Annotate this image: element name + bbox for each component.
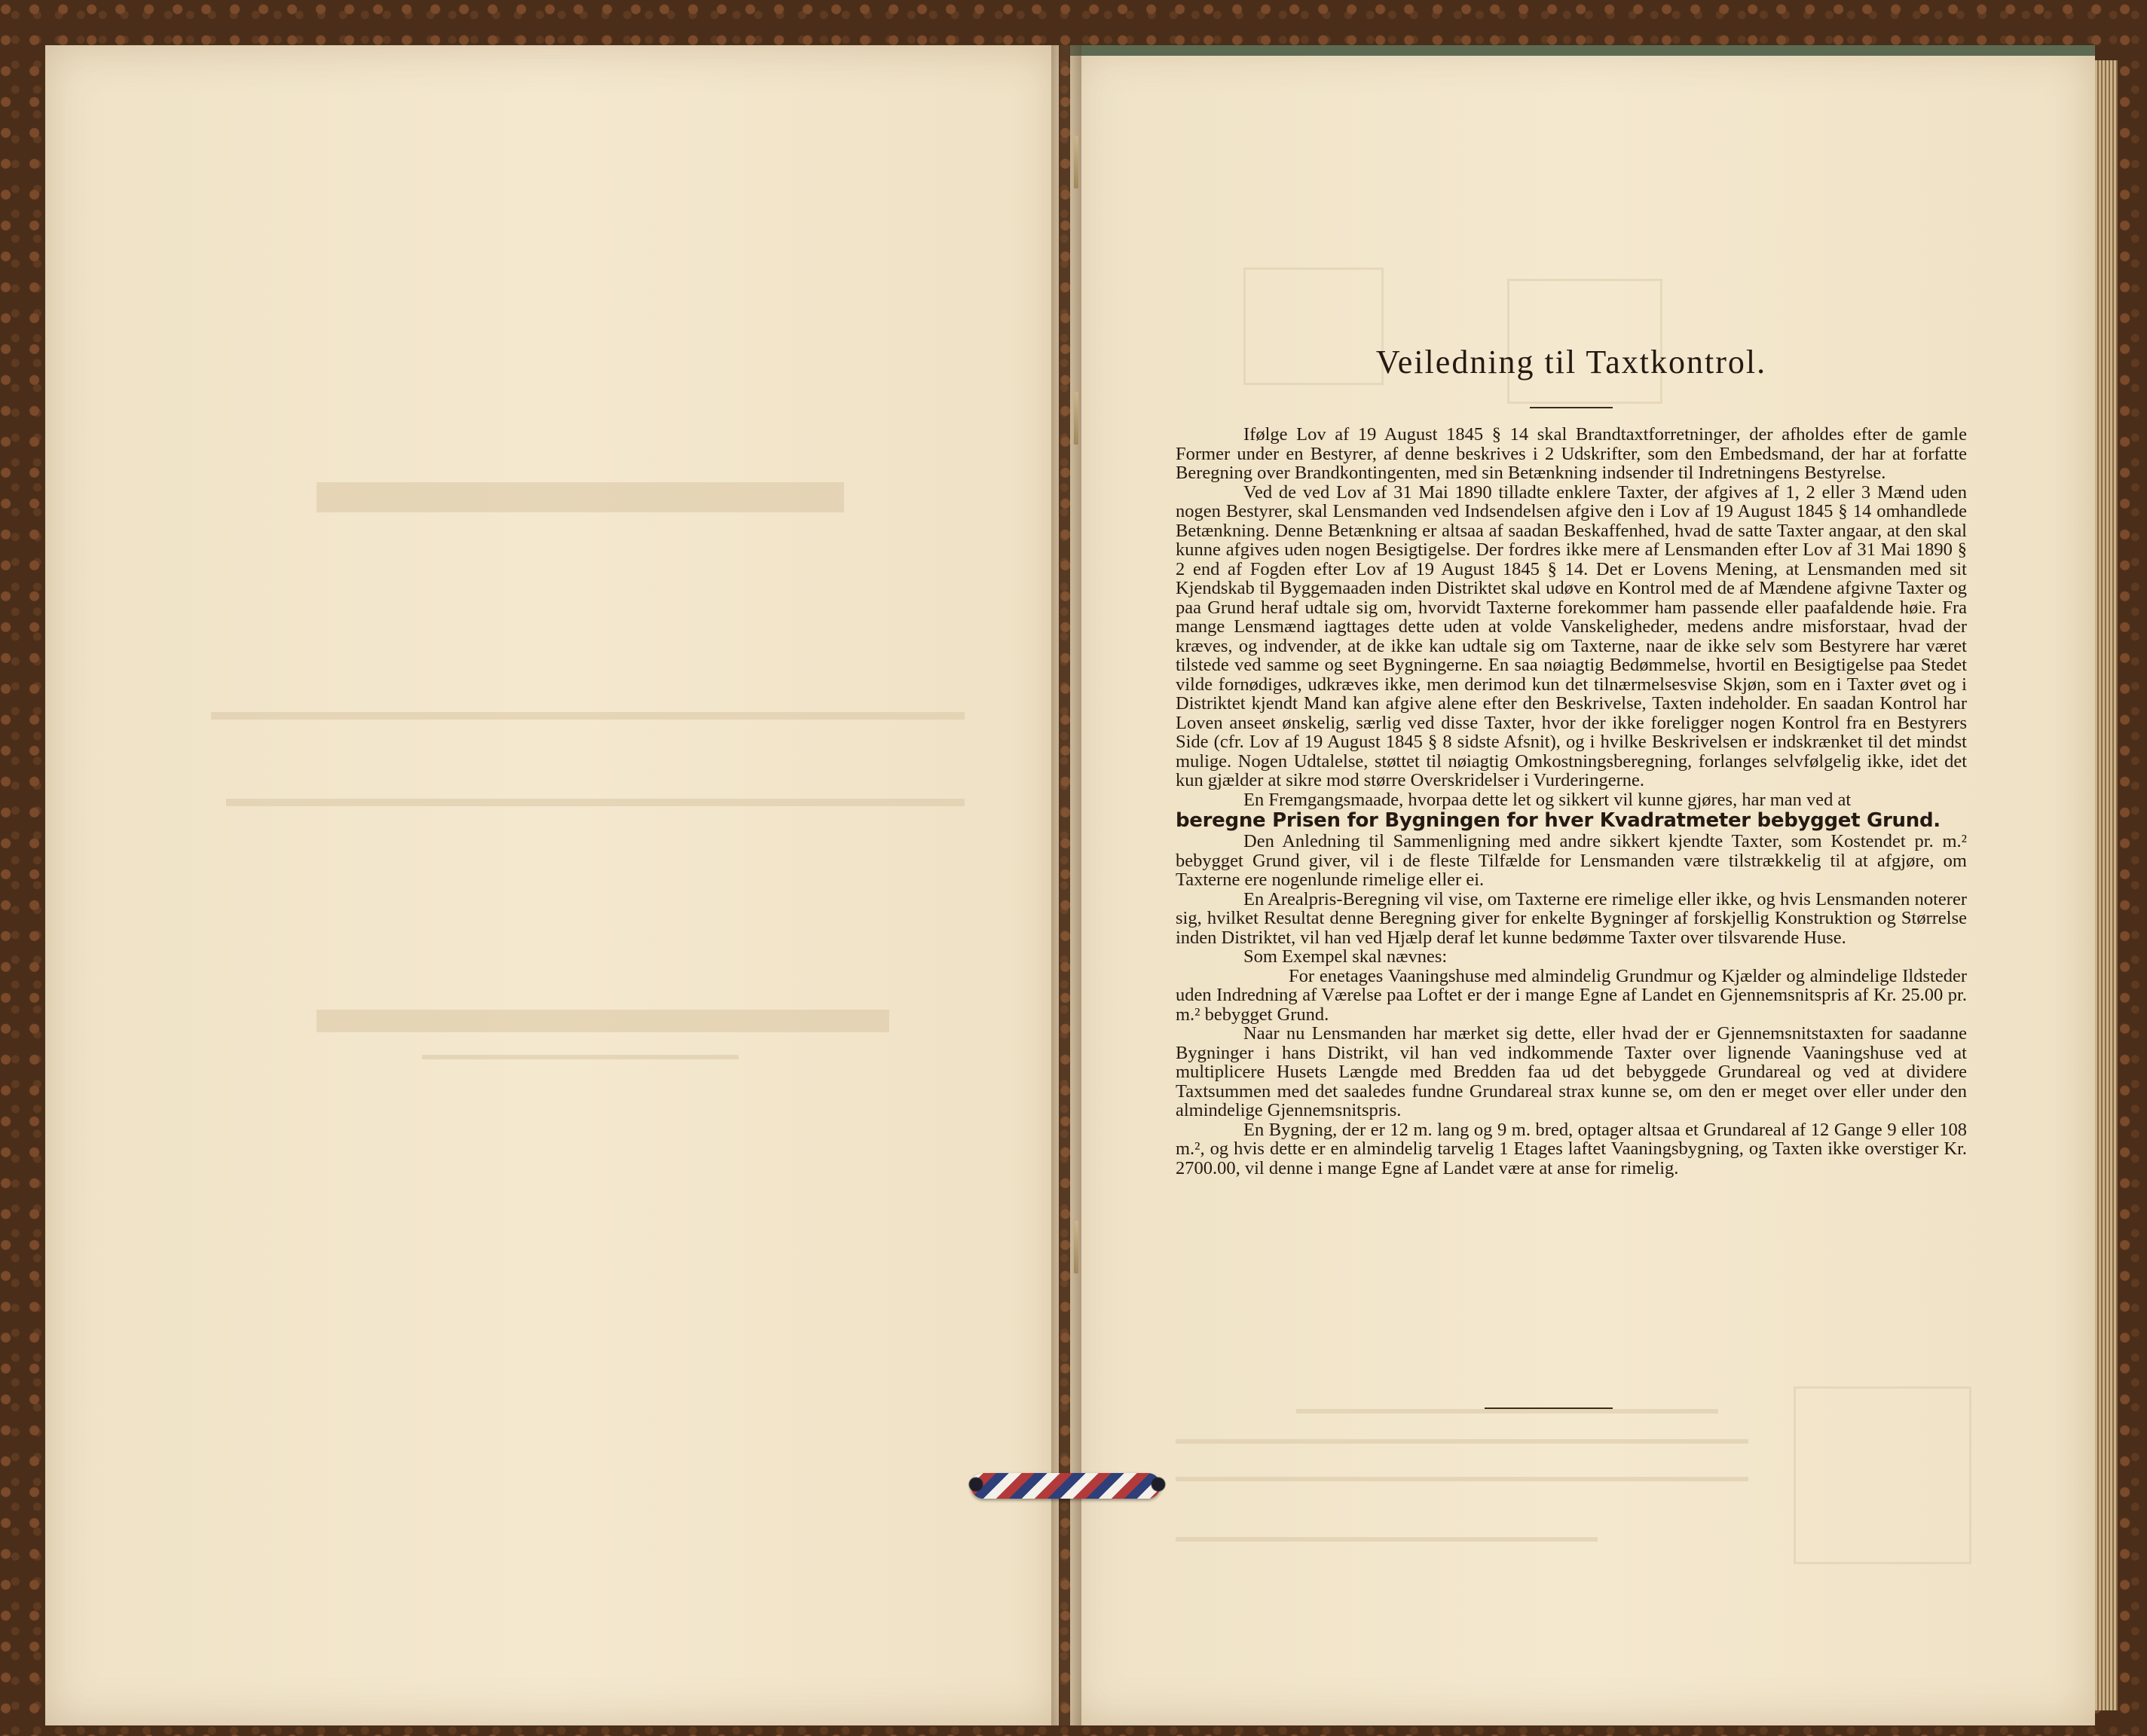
- binding-string-knot: [967, 1475, 985, 1493]
- binding-stitch: [1074, 392, 1078, 445]
- show-through-line: [1176, 1439, 1748, 1444]
- page-edges: [2095, 60, 2118, 1710]
- show-through-line: [422, 1055, 739, 1059]
- paragraph-3-text: En Fremgangsmaade, hvorpaa dette let og sikkert vil kunne gjøres, har man ved at: [1243, 789, 1852, 810]
- show-through-line: [1176, 1537, 1598, 1542]
- left-page: [45, 45, 1059, 1725]
- binding-string-knot: [1149, 1475, 1167, 1493]
- page-top-band: [1070, 45, 2095, 56]
- paragraph-6: Som Exempel skal nævnes:: [1243, 946, 1448, 967]
- paragraph-9: En Bygning, der er 12 m. lang og 9 m. bred, optager altsaa et Grundareal af 12 Gange 9 eller 108 m.², og hvis dette er en almindelig tarvelig 1 Etages laftet Vaaningsbygning, og Taxten ikke overstiger Kr. 2700.00, vil denne i mange Egne af Landet være at anse for rimelig.: [1176, 1119, 1967, 1178]
- show-through-heading: [317, 1010, 889, 1032]
- paragraph-5: En Arealpris-Beregning vil vise, om Taxterne ere rimelige eller ikke, og hvis Lensmanden noterer sig, hvilket Resultat denne Beregning giver for enkelte Bygninger af forskjellig Konstruktion og Størrelse inden Distriktet, vil han ved Hjælp deraf let kunne bedømme Taxter over tilsvarende Huse.: [1176, 888, 1967, 948]
- emphasized-rule: beregne Prisen for Bygningen for hver Kvadratmeter bebygget Grund.: [1176, 809, 1941, 832]
- binding-stitch: [1074, 136, 1078, 188]
- show-through-figure: [1794, 1386, 1971, 1564]
- paragraph-4: Den Anledning til Sammenligning med andre sikkert kjendte Taxter, som Kostendet pr. m.² bebygget Grund giver, vil i de fleste Tilfælde for Lensmanden være tilstrækkelig til at afgjøre, om Taxterne ere nogenlunde rimelige eller ei.: [1176, 831, 1967, 890]
- paragraph-2: Ved de ved Lov af 31 Mai 1890 tilladte enklere Taxter, der afgives af 1, 2 eller 3 Mænd uden nogen Bestyrer, skal Lensmanden ved Indsendelsen afgive den i Lov af 19 August 1845 § 14 omhandlede Betænkning. Denne Betænkning er altsaa af saadan Beskaffenhed, hvad de satte Taxter angaar, at den skal kunne afgives uden nogen Besigtigelse. Der fordres ikke mere af Lensmanden efter Lov af 31 Mai 1890 § 2 end af Fogden efter Lov af 19 August 1845 § 14. Det er Lovens Mening, at Lensmanden med sit Kjendskab til Byggemaaden inden Distriktet skal udøve en Kontrol med de af Mændene afgivne Taxter og paa Grund heraf udtale sig om, hvorvidt Taxterne forekommer ham passende eller paafaldende høie. Fra mange Lensmænd iagttages dette uden at volde Vanskeligheder, medens andre misforstaar, hvad der kræves, og indvender, at de ikke kan udtale sig om Taxterne, naar de ikke selv som Bestyrere har været tilstede ved samme og seet Bygningerne. En saa nøiagtig Bedømmelse, hvortil en Besigtigelse paa Stedet vilde fornødiges, udkræves ikke, men derimod kun det tilnærmelsesvise Skjøn, som en i Taxter øvet og i Distriktet kjendt Mand kan afgive alene efter den Beskrivelse, Taxten indeholder. En saadan Kontrol har Loven anseet ønskelig, særlig ved disse Taxter, hvor der ikke foreligger nogen Kontrol fra en Bestyrers Side (cfr. Lov af 19 August 1845 § 8 sidste Afsnit), og i hvilke Beskrivelsen er indskrænket til det mindst mulige. Nogen Udtalelse, støttet til nøiagtig Omkostningsberegning, forlanges selvfølgelig ikke, idet det kun gjælder at sikre mod større Overskridelser i Vurderingerne.: [1176, 481, 1967, 790]
- title-rule: [1530, 407, 1613, 408]
- show-through-line: [211, 712, 965, 720]
- binding-string: [971, 1473, 1161, 1499]
- show-through-title: [317, 482, 844, 512]
- closing-rule: [1485, 1407, 1613, 1409]
- instructions-text-block: [1176, 343, 1967, 1178]
- show-through-line: [1176, 1477, 1748, 1481]
- paragraph-3: [1176, 790, 1967, 832]
- binding-stitch: [1074, 1221, 1078, 1273]
- paragraph-1: Ifølge Lov af 19 August 1845 § 14 skal Brandtaxtforretninger, der afholdes efter de gamle Former under en Bestyrer, af denne beskrives i 2 Udskrifter, som den Embedsmand, der har at forfatte Beregning over Brandkontingenten, med sin Betænkning indsender til Indretningens Bestyrelse.: [1176, 424, 1967, 483]
- paragraph-8: Naar nu Lensmanden har mærket sig dette, eller hvad der er Gjennemsnitstaxten for saadanne Bygninger i hans Distrikt, vil han ved indkommende Taxter over lignende Vaaningshuse ved at multiplicere Husets Længde med Bredden faa ud det bebyggede Grundareal og ved at dividere Taxtsummen med det saaledes fundne Grundareal strax kunne se, om den er meget over eller under den almindelige Gjennemsnitspris.: [1176, 1023, 1967, 1120]
- show-through-line: [1296, 1409, 1718, 1414]
- page-title: Veiledning til Taxtkontrol.: [1375, 344, 1767, 381]
- paragraph-7: For enetages Vaaningshuse med almindelig Grundmur og Kjælder og almindelige Ildsteder uden Indredning af Værelse paa Loftet er der i mange Egne af Landet en Gjennemsnitspris af Kr. 25.00 pr. m.² bebygget Grund.: [1176, 965, 1967, 1025]
- show-through-line: [226, 799, 965, 806]
